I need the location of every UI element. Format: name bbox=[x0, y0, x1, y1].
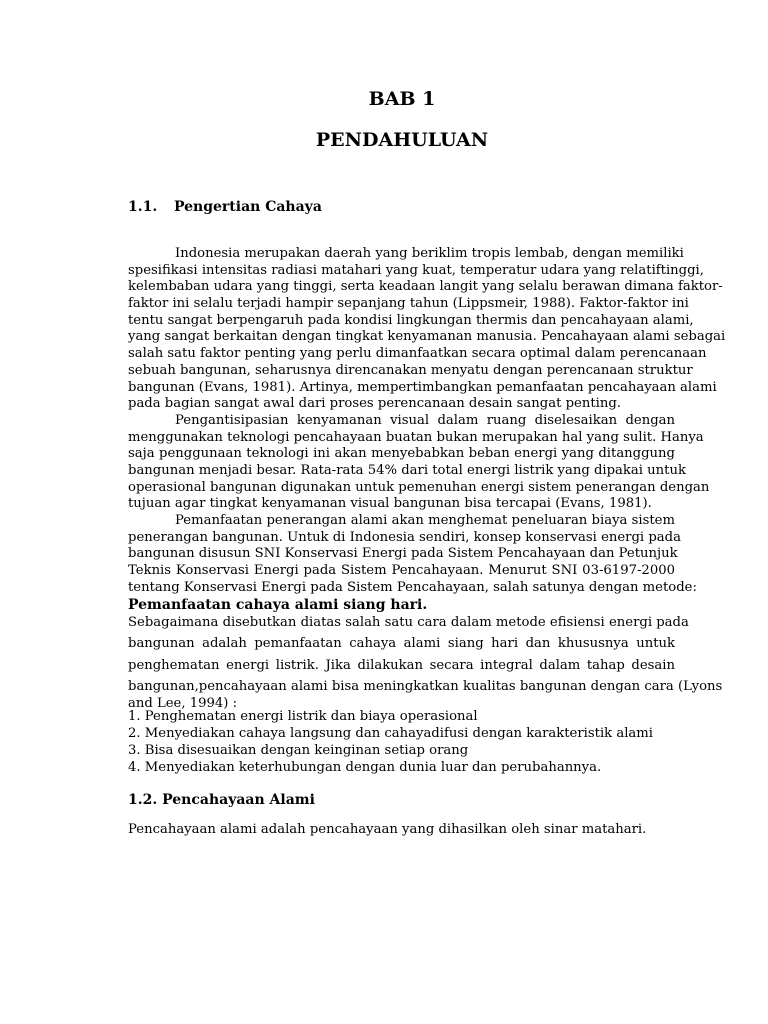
paragraph-line: tentu sangat berpengaruh pada kondisi lingkungan thermis dan pencahayaan alami, bbox=[128, 312, 694, 328]
list-item: 3. Bisa disesuaikan dengan keinginan setiap orang bbox=[128, 743, 469, 758]
paragraph-line: yang sangat berkaitan dengan tingkat kenyamanan manusia. Pencahayaan alami sebagai bbox=[128, 329, 726, 345]
paragraph-line: spesifikasi intensitas radiasi matahari yang kuat, temperatur udara yang relatiftinggi, bbox=[128, 262, 704, 278]
paragraph-3 bbox=[128, 513, 697, 596]
section-number: 1.1. bbox=[128, 199, 158, 215]
paragraph-4 bbox=[128, 614, 723, 712]
paragraph-line: bangunan menjadi besar. Rata-rata 54% dari total energi listrik yang dipakai untuk bbox=[128, 463, 686, 479]
paragraph-line: Pengantisipasian kenyamanan visual dalam ruang diselesaikan dengan bbox=[175, 413, 675, 428]
paragraph-line: faktor ini selalu terjadi hampir sepanjang tahun (Lippsmeir, 1988). Faktor-faktor ini bbox=[128, 296, 689, 312]
paragraph-line: menggunakan teknologi pencahayaan buatan bukan merupakan hal yang sulit. Hanya bbox=[128, 429, 704, 445]
section-title: Pengertian Cahaya bbox=[174, 199, 322, 215]
paragraph-line: operasional bangunan digunakan untuk pemenuhan energi sistem penerangan dengan bbox=[128, 479, 710, 495]
paragraph-line: sebuah bangunan, seharusnya direncanakan menyatu dengan perencanaan struktur bbox=[128, 362, 693, 378]
paragraph-line: tujuan agar tingkat kenyamanan visual bangunan bisa tercapai (Evans, 1981). bbox=[128, 496, 652, 512]
paragraph-line: salah satu faktor penting yang perlu dimanfaatkan secara optimal dalam perencanaan bbox=[128, 346, 707, 362]
paragraph-line: pada bagian sangat awal dari proses perencanaan desain sangat penting. bbox=[128, 396, 621, 412]
paragraph-line: penerangan bangunan. Untuk di Indonesia sendiri, konsep konservasi energi pada bbox=[128, 529, 681, 545]
closing-sentence: Pencahayaan alami adalah pencahayaan yang dihasilkan oleh sinar matahari. bbox=[128, 822, 647, 837]
paragraph-line: tentang Konservasi Energi pada Sistem Pencahayaan, salah satunya dengan metode: bbox=[128, 579, 697, 595]
paragraph-line: bangunan (Evans, 1981). Artinya, mempertimbangkan pemanfaatan pencahayaan alami bbox=[128, 379, 717, 395]
paragraph-line: and Lee, 1994) : bbox=[128, 696, 238, 712]
chapter-title: PENDAHULUAN bbox=[315, 129, 489, 151]
list-item: 2. Menyediakan cahaya langsung dan cahayadifusi dengan karakteristik alami bbox=[128, 726, 654, 741]
paragraph-line: Teknis Konservasi Energi pada Sistem Pencahayaan. Menurut SNI 03-6197-2000 bbox=[128, 563, 675, 579]
chapter-number: BAB 1 bbox=[368, 88, 436, 110]
paragraph-line: bangunan adalah pemanfaatan cahaya alami siang hari dan khususnya untuk bbox=[128, 636, 675, 652]
section-heading-1-1 bbox=[128, 199, 322, 215]
paragraph-2 bbox=[128, 413, 710, 513]
paragraph-line: penghematan energi listrik. Jika dilakukan secara integral dalam tahap desain bbox=[128, 657, 675, 673]
paragraph-line: bangunan disusun SNI Konservasi Energi pada Sistem Pencahayaan dan Petunjuk bbox=[128, 546, 678, 562]
list-item: 4. Menyediakan keterhubungan dengan dunia luar dan perubahannya. bbox=[128, 760, 602, 775]
paragraph-line: kelembaban udara yang tinggi, serta keadaan langit yang selalu berawan dimana faktor- bbox=[128, 279, 723, 295]
paragraph-line: Indonesia merupakan daerah yang beriklim tropis lembab, dengan memiliki bbox=[175, 246, 684, 261]
benefit-list bbox=[128, 708, 653, 776]
paragraph-line: Pemanfaatan penerangan alami akan menghemat peneluaran biaya sistem bbox=[175, 513, 675, 528]
list-item: 1. Penghematan energi listrik dan biaya operasional bbox=[128, 709, 478, 724]
bold-statement: Pemanfaatan cahaya alami siang hari. bbox=[128, 597, 428, 613]
paragraph-line: saja penggunaan teknologi ini akan menyebabkan beban energi yang ditanggung bbox=[128, 446, 675, 462]
paragraph-line: Sebagaimana disebutkan diatas salah satu cara dalam metode efisiensi energi pada bbox=[128, 615, 689, 630]
paragraph-line: bangunan,pencahayaan alami bisa meningkatkan kualitas bangunan dengan cara (Lyons bbox=[128, 678, 723, 694]
section-heading-1-2: 1.2. Pencahayaan Alami bbox=[128, 792, 315, 808]
paragraph-1 bbox=[128, 246, 726, 413]
